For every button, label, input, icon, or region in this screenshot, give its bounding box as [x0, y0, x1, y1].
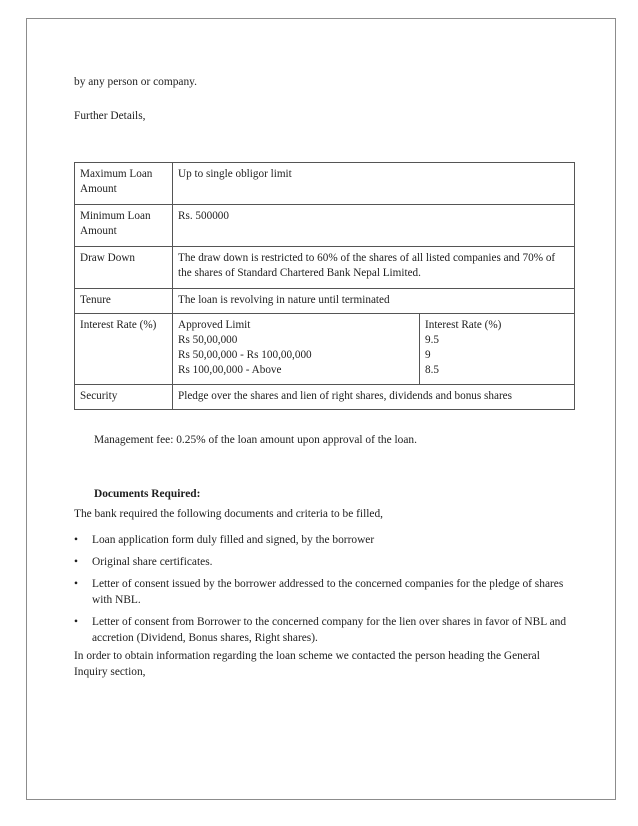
interest-rate-header: Interest Rate (%) [425, 319, 502, 331]
list-item-text: Original share certificates. [92, 556, 213, 568]
list-item-text: Letter of consent from Borrower to the concerned company for the lien over shares in favor of NBL and accretion (Dividend, Bonus shares, Right shares). [92, 616, 567, 644]
documents-heading: Documents Required: [94, 488, 201, 500]
documents-list [74, 532, 574, 652]
table-row [75, 205, 575, 247]
bullet-icon: • [74, 556, 78, 568]
list-item [74, 576, 574, 608]
documents-intro: The bank required the following documents and criteria to be filled, [74, 508, 384, 520]
bullet-icon: • [74, 616, 78, 628]
bullet-icon: • [74, 578, 78, 590]
limit-tier: Rs 50,00,000 - Rs 100,00,000 [178, 349, 312, 361]
rate-tier: 9.5 [425, 334, 439, 346]
management-fee: Management fee: 0.25% of the loan amount upon approval of the loan. [94, 434, 417, 446]
list-item [74, 554, 574, 570]
limit-tier: Rs 100,00,000 - Above [178, 364, 282, 376]
row-value: Pledge over the shares and lien of right shares, dividends and bonus shares [173, 385, 575, 410]
intro-tail: by any person or company. [74, 76, 197, 88]
row-label: Interest Rate (%) [75, 314, 173, 385]
approved-limit-cell [173, 314, 420, 385]
table-row [75, 247, 575, 289]
list-item [74, 614, 574, 646]
table-row [75, 163, 575, 205]
rate-tier: 9 [425, 349, 431, 361]
rate-tier: 8.5 [425, 364, 439, 376]
row-label: Draw Down [75, 247, 173, 289]
approved-limit-header: Approved Limit [178, 319, 251, 331]
table-row [75, 385, 575, 410]
row-value: Up to single obligor limit [173, 163, 575, 205]
further-details-label: Further Details, [74, 110, 146, 122]
list-item [74, 532, 574, 548]
row-value: The draw down is restricted to 60% of the shares of all listed companies and 70% of the shares of Standard Chartered Bank Nepal Limited. [173, 247, 575, 289]
table-row [75, 289, 575, 314]
list-item-text: Loan application form duly filled and signed, by the borrower [92, 534, 375, 546]
loan-details-table [74, 162, 575, 410]
limit-tier: Rs 50,00,000 [178, 334, 238, 346]
list-item-text: Letter of consent issued by the borrower addressed to the concerned companies for the pledge of shares with NBL. [92, 578, 564, 606]
row-value: Rs. 500000 [173, 205, 575, 247]
row-label: Maximum Loan Amount [75, 163, 173, 205]
row-label: Minimum Loan Amount [75, 205, 173, 247]
interest-rate-cell [420, 314, 575, 385]
row-label: Security [75, 385, 173, 410]
row-value: The loan is revolving in nature until terminated [173, 289, 575, 314]
bullet-icon: • [74, 534, 78, 546]
closing-paragraph: In order to obtain information regarding the loan scheme we contacted the person heading the General Inquiry section, [74, 650, 540, 678]
row-label: Tenure [75, 289, 173, 314]
interest-rate-row [75, 314, 575, 385]
